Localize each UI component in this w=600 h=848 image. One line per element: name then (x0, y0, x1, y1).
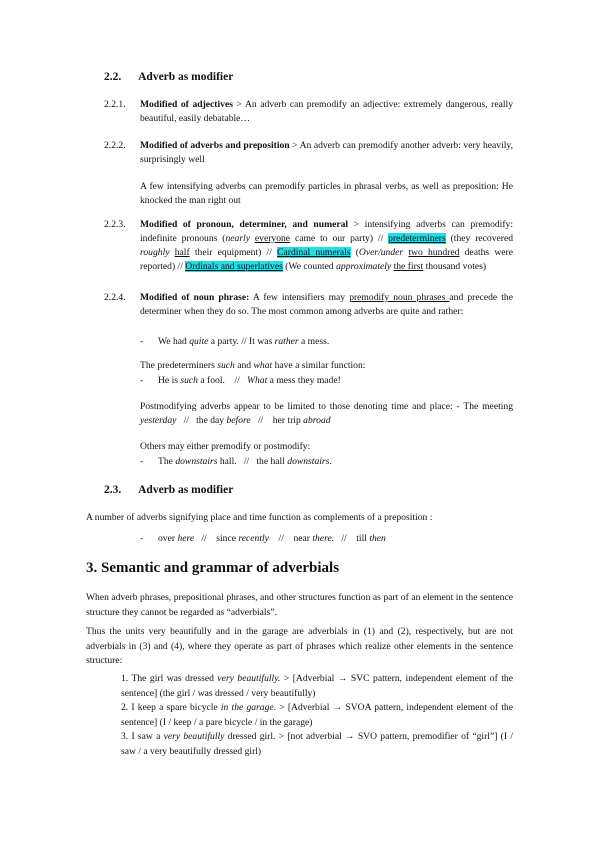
text-run: over (158, 533, 178, 544)
text-run: hall. // the hall (217, 456, 288, 467)
item-number: 2.2.1. (104, 99, 126, 110)
italic-run: then (369, 533, 386, 544)
italic-run: very beautifully (163, 731, 225, 742)
italic-run: in the garage (220, 702, 274, 713)
list-item (121, 730, 513, 759)
text-run: and (234, 360, 254, 371)
text-run: // till (334, 533, 370, 544)
paragraph: Thus the units very beautifully and in the garage are adverbials in (1) and (2), respectively, but are not adverbials in (3) and (4), where they operate as part of phrases which realize other elements in the sentence structure: (86, 626, 513, 666)
underline-run: premodify noun phrases (349, 292, 450, 303)
list-item (158, 335, 329, 349)
text-run: a mess. (298, 336, 330, 347)
underline-run: half (174, 247, 190, 258)
text-run: thousand votes) (423, 261, 487, 272)
italic-run: yesterday (140, 415, 177, 426)
section-2-3-heading (104, 484, 233, 496)
text-run: came to our party) // (290, 233, 389, 244)
example-list (121, 672, 513, 759)
paragraph: Others may either premodify or postmodify: (140, 441, 311, 452)
italic-run: here (177, 533, 195, 544)
text-run: // near (268, 533, 313, 544)
underline-run: two hundred (408, 247, 460, 258)
item-2-2-1-text (140, 98, 513, 126)
text-run: dressed girl. > [not adverbial → SVO pattern, premodifier of “girl”] (I / saw / a very beautifully dressed girl) (121, 731, 513, 757)
list-item (158, 532, 386, 546)
section-number: 2.2. (104, 71, 122, 83)
item-2-2-3-text (140, 218, 513, 274)
text-run: (We counted (282, 261, 337, 272)
italic-run: quite (189, 336, 209, 347)
text-run: . (329, 456, 332, 467)
highlight-run: predeterminers (388, 233, 446, 244)
item-heading: Modified of noun phrase: (140, 292, 250, 303)
item-heading: Modified of pronoun, determiner, and numeral (140, 219, 349, 230)
underline-run: the first (393, 261, 424, 272)
italic-run: such (180, 375, 198, 386)
text-run: > intensifying adverbs can premodify: indefinite pronouns ( (140, 219, 514, 244)
section-2-2-heading (104, 71, 233, 83)
text-run: (they recovered (445, 233, 514, 244)
list-item (121, 701, 513, 730)
italic-run: nearly (225, 233, 250, 244)
text-run: // the day (176, 415, 227, 426)
text-run: Postmodifying adverbs appear to be limited to those denoting time and place: - The meeting (140, 401, 513, 412)
section-number: 2.3. (104, 484, 122, 496)
paragraph: When adverb phrases, prepositional phrases, and other structures function as part of an element in the sentence structure they cannot be regarded as “adverbials”. (86, 592, 513, 618)
text-run: 3. I saw a (121, 731, 164, 742)
text-run: a party. // It was (208, 336, 275, 347)
item-number: 2.2.4. (104, 292, 126, 303)
text-run: their equipment) // (189, 247, 278, 258)
text-run: We had (158, 336, 190, 347)
italic-run: roughly (140, 247, 170, 258)
item-number: 2.2.2. (104, 140, 126, 151)
text-run: ( (350, 247, 359, 258)
italic-run: very beautifully. (217, 673, 281, 684)
item-2-2-4-text (140, 291, 513, 319)
list-dash: - (140, 456, 144, 467)
text-run: He is (158, 375, 181, 386)
underline-run: everyone (254, 233, 291, 244)
text-run: // since (194, 533, 239, 544)
text-run: have a similar function: (272, 360, 366, 371)
italic-run: there. (312, 533, 335, 544)
text-run: and precede the determiner when they do so. The most common among adverbs are quite and rather: (140, 292, 513, 317)
italic-run: Over/under (358, 247, 404, 258)
item-number: 2.2.3. (104, 219, 126, 230)
text-run: // her trip (250, 415, 304, 426)
italic-run: rather (274, 336, 299, 347)
italic-run: approximately (336, 261, 392, 272)
italic-run: abroad (303, 415, 331, 426)
text-run: A few intensifiers may (249, 292, 350, 303)
italic-run: what (253, 360, 273, 371)
text-run: a fool. // (197, 375, 248, 386)
highlight-run: Ordinals and superlatives (185, 261, 283, 272)
list-item (158, 374, 341, 388)
text-run: The predeterminers (140, 360, 218, 371)
paragraph (140, 400, 513, 428)
list-dash: - (140, 533, 144, 544)
section-title: Adverb as modifier (138, 484, 234, 496)
item-heading: Modified of adverbs and preposition (140, 140, 290, 151)
text-run: The (158, 456, 176, 467)
list-dash: - (140, 375, 144, 386)
item-heading: Modified of adjectives (140, 99, 233, 110)
italic-run: What (247, 375, 268, 386)
text-run: 1. The girl was dressed (121, 673, 218, 684)
text-run: > [Adverbial → SVC pattern, independent element of the sentence] (the girl / was dressed / very beautifully) (121, 673, 513, 699)
italic-run: downstairs (175, 456, 218, 467)
text-run: deaths were reported) // (140, 247, 513, 272)
highlight-run: Cardinal numerals (277, 247, 351, 258)
italic-run: downstairs (287, 456, 330, 467)
paragraph (140, 359, 365, 373)
text-run: a mess they made! (267, 375, 341, 386)
paragraph: A number of adverbs signifying place and time function as complements of a preposition : (86, 512, 433, 523)
list-dash: - (140, 336, 144, 347)
section-3-heading: 3. Semantic and grammar of adverbials (86, 560, 340, 576)
item-2-2-2-text (140, 139, 513, 167)
text-run: . > [Adverbial → SVOA pattern, independent element of the sentence] (I / keep / a pare bicycle / in the garage) (121, 702, 513, 728)
section-title: Adverb as modifier (138, 71, 234, 83)
italic-run: before (226, 415, 251, 426)
italic-run: recently (238, 533, 269, 544)
item-body: > An adverb can premodify an adjective: extremely dangerous, really beautiful, easily debatable… (140, 99, 513, 124)
italic-run: such (217, 360, 235, 371)
list-item (158, 455, 332, 469)
item-body: > An adverb can premodify another adverb: very heavily, surprisingly well (140, 140, 514, 165)
list-item (121, 672, 513, 701)
text-run: 2. I keep a spare bicycle (121, 702, 221, 713)
paragraph: A few intensifying adverbs can premodify particles in phrasal verbs, as well as preposition: He knocked the man right out (140, 181, 513, 206)
